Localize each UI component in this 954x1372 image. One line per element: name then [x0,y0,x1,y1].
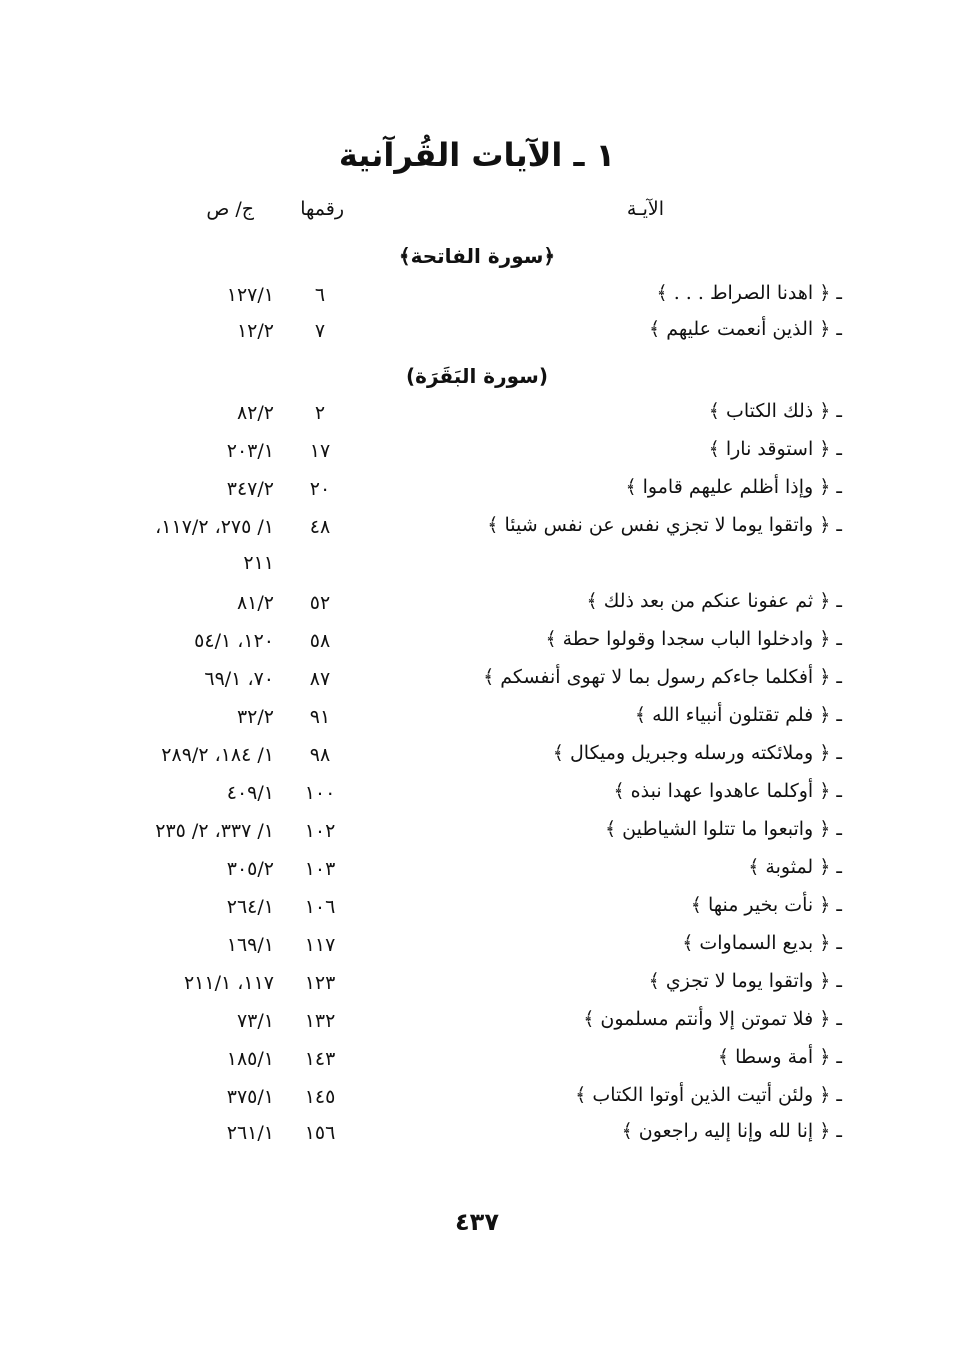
index-row [0,742,954,776]
verse-number: ١٤٥ [304,1086,336,1108]
volume-page-ref: ١٢/٢ [236,320,274,342]
verse-number: ١٧ [309,440,331,462]
verse-text: ـ ﴿ ذلك الكتاب ﴾ [708,400,842,422]
verse-text: ـ ﴿ إنا لله وإنا إليه راجعون ﴾ [621,1120,842,1142]
index-row [0,400,954,434]
verse-number: ١٠٠ [304,782,336,804]
column-header-number: رقمها [300,198,344,220]
verse-number: ٢ [314,402,326,424]
verse-number: ١٣٢ [304,1010,336,1032]
volume-page-ref: ٨٢/٢ [236,402,274,424]
volume-page-ref: ٧٠، ٦٩/١ [204,668,274,690]
index-row [0,856,954,890]
verse-text: ـ ﴿ الذين أنعمت عليهم ﴾ [649,318,842,340]
index-row [0,1008,954,1042]
index-row [0,590,954,624]
volume-page-ref: ١١٧، ٢١١/١ [183,972,274,994]
volume-page-ref: ١/ ٣٣٧، ٢/ ٢٣٥ [155,820,274,842]
verse-text: ـ ﴿ أفكلما جاءكم رسول بما لا تهوى أنفسكم ﴾ [483,666,842,688]
index-row [0,628,954,662]
volume-page-ref: ٧٣/١ [236,1010,274,1032]
verse-number: ٨٧ [309,668,331,690]
index-row [0,704,954,738]
verse-number: ٥٢ [309,592,331,614]
verse-number: ٩١ [309,706,331,728]
verse-number: ٧ [314,320,326,342]
index-row [0,1120,954,1154]
verse-text: ـ ﴿ أوكلما عاهدوا عهدا نبذه ﴾ [613,780,842,802]
verse-text: ـ ﴿ وملائكته ورسله وجبريل وميكال ﴾ [552,742,842,764]
volume-page-ref: ٤٠٩/١ [226,782,274,804]
volume-page-ref: ٣٤٧/٢ [226,478,274,500]
verse-number: ١١٧ [304,934,336,956]
index-row [0,932,954,966]
volume-page-ref: ١/ ٢٧٥، ١١٧/٢، [155,516,274,538]
index-row [0,818,954,852]
verse-number: ١٥٦ [304,1122,336,1144]
verse-text: ـ ﴿ أمة وسطا ﴾ [717,1046,842,1068]
page-title: ١ ـ الآيات القُرآنية [338,136,616,174]
verse-number: ١٠٢ [304,820,336,842]
index-row [0,514,954,548]
verse-number: ٥٨ [309,630,331,652]
verse-number: ١٠٦ [304,896,336,918]
index-row [0,1084,954,1118]
verse-text: ـ ﴿ واتبعوا ما تتلوا الشياطين ﴾ [604,818,842,840]
surah-heading-baqara: (سورة البَقَرَة) [406,364,548,388]
verse-text: ـ ﴿ فلم تقتلون أنبياء الله ﴾ [634,704,842,726]
verse-number: ١٤٣ [304,1048,336,1070]
index-row [0,780,954,814]
verse-text: ـ ﴿ ثم عفونا عنكم من بعد ذلك ﴾ [586,590,842,612]
column-header-verse: الآيـة [626,198,664,220]
volume-page-ref: ٨١/٢ [236,592,274,614]
verse-number: ١٠٣ [304,858,336,880]
volume-page-ref: ٢٦٤/١ [226,896,274,918]
volume-page-ref: ٢٦١/١ [226,1122,274,1144]
verse-text: ـ ﴿ وإذا أظلم عليهم قاموا ﴾ [625,476,842,498]
verse-text: ـ ﴿ اهدنا الصراط . . . ﴾ [656,282,842,304]
index-row [0,1046,954,1080]
verse-text: ـ ﴿ بديع السماوات ﴾ [682,932,842,954]
verse-text: ـ ﴿ وادخلوا الباب سجدا وقولوا حطة ﴾ [545,628,842,650]
verse-text: ـ ﴿ لمثوبة ﴾ [748,856,842,878]
index-row [0,894,954,928]
volume-page-ref: ٣٢/٢ [236,706,274,728]
index-row [0,970,954,1004]
verse-number: ٩٨ [309,744,331,766]
verse-text: ـ ﴿ ولئن أتيت الذين أوتوا الكتاب ﴾ [575,1084,842,1106]
verse-text: ـ ﴿ استوقد نارا ﴾ [708,438,842,460]
volume-page-ref-continued: ٢١١ [243,552,274,574]
verse-text: ـ ﴿ واتقوا يوما لا تجزي نفس عن نفس شيئا ﴾ [487,514,842,536]
index-row [0,476,954,510]
verse-text: ـ ﴿ نأت بخير منها ﴾ [690,894,842,916]
volume-page-ref: ٣٧٥/١ [226,1086,274,1108]
volume-page-ref: ١/ ١٨٤، ٢٨٩/٢ [161,744,274,766]
volume-page-ref: ١٦٩/١ [226,934,274,956]
index-row [0,282,954,316]
index-row [0,318,954,352]
verse-number: ٦ [314,284,326,306]
volume-page-ref: ٣٠٥/٢ [226,858,274,880]
verse-number: ٢٠ [309,478,331,500]
volume-page-ref: ١٢٧/١ [226,284,274,306]
verse-number: ١٢٣ [304,972,336,994]
verse-text: ـ ﴿ فلا تموتن إلا وأنتم مسلمون ﴾ [583,1008,842,1030]
volume-page-ref: ٢٠٣/١ [226,440,274,462]
surah-heading-fatiha: ﴿سورة الفاتحة﴾ [398,244,556,268]
index-row-continuation [0,550,954,584]
index-row [0,438,954,472]
index-row [0,666,954,700]
column-header-reference: ج/ ص [206,198,254,220]
verse-number: ٤٨ [309,516,331,538]
volume-page-ref: ١٨٥/١ [226,1048,274,1070]
page-number: ٤٣٧ [455,1208,499,1236]
verse-text: ـ ﴿ واتقوا يوما لا تجزي ﴾ [648,970,842,992]
volume-page-ref: ١٢٠، ٥٤/١ [194,630,274,652]
